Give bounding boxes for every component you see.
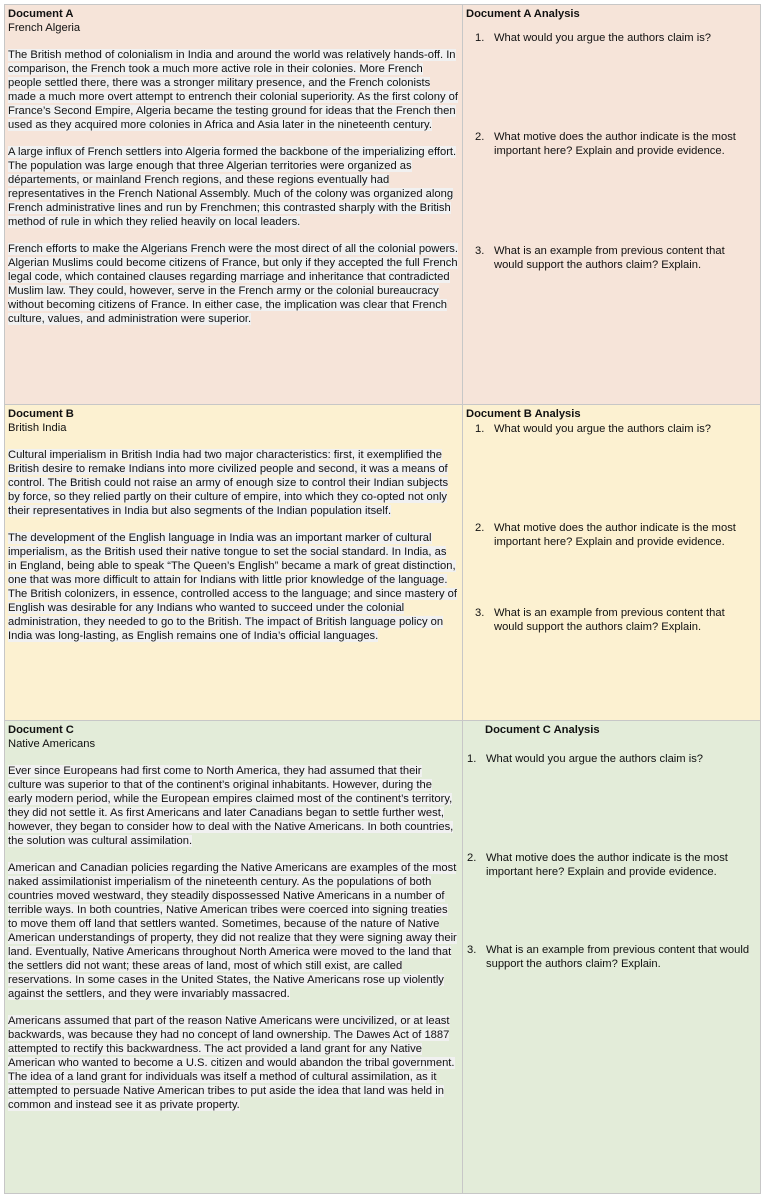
document-c-row [5,721,761,1194]
document-b-paragraph-2: The development of the English language in India was an important marker of cultural imperialism, as the British used their native tongue to set the social standard. In India, as in England, being able to speak “The Queen’s English” became a mark of great distinction, one that was more difficult to attain for Indians with little prior knowledge of the language. The British colonizers, in essence, controlled access to the language; and since mastery of English was desirable for any Indians who wanted to succeed under the colonial administration, they needed to go to the British. The impact of British language policy on India was long-lasting, as English remains one of India’s official languages. [8,532,457,642]
document-a-paragraph-1: The British method of colonialism in India and around the world was relatively hands-off. In comparison, the French took a much more active role in their colonies. More French people settled there, there was a stronger military presence, and the French colonists made a much more overt attempt to entrench their colonial superiority. As the first colony of France’s Second Empire, Algeria became the testing ground for ideas that the French then used as they acquired more colonies in Africa and Asia later in the nineteenth century. [8,49,458,131]
document-b-title: Document B [8,408,74,420]
document-b-row [5,405,761,721]
document-a-question-1: 1. What would you argue the authors claim is? [475,32,712,44]
document-a-title: Document A [8,8,74,20]
document-a-question-2: 2. What motive does the author indicate is the most important here? Explain and provide evidence. [475,131,736,157]
document-b-question-1: 1. What would you argue the authors claim is? [475,423,712,435]
document-c-paragraph-1: Ever since Europeans had first come to North America, they had assumed that their culture was superior to that of the continent’s original inhabitants. However, during the early modern period, while the European empires claimed most of the continent’s territory, they did not settle it. As first Americans and later Canadians began to settle further west, however, they began to consider how to deal with the Native Americans. In both countries, the solution was cultural assimilation. [8,765,454,847]
document-b-questions [466,422,756,634]
document-a-subtitle: French Algeria [8,22,81,34]
document-b-analysis-title: Document B Analysis [466,408,581,420]
document-a-text-cell [5,5,463,405]
document-a-row [5,5,761,405]
document-b-question-2: 2. What motive does the author indicate is the most important here? Explain and provide evidence. [475,522,736,548]
document-c-paragraph-3: Americans assumed that part of the reason Native Americans were uncivilized, or at least backwards, was because they had no concept of land ownership. The Dawes Act of 1887 attempted to rectify this backwardness. The act provided a land grant for any Native American who wanted to become a U.S. citizen and would abandon the tribal government. The idea of a land grant for individuals was itself a method of cultural assimilation, as it attempted to persuade Native American tribes to put aside the idea that land was held in common and instead see it as private property. [8,1015,455,1111]
document-a-paragraph-3: French efforts to make the Algerians French were the most direct of all the colonial powers. Algerian Muslims could become citizens of France, but only if they accepted the full French legal code, which contained clauses regarding marriage and inheritance that contradicted Muslim law. They could, however, serve in the French army or the colonial bureaucracy without becoming citizens of France. In either case, the implication was clear that French culture, values, and administration were superior. [8,243,458,325]
document-c-title: Document C [8,724,74,736]
document-b-paragraph-1: Cultural imperialism in British India had two major characteristics: first, it exemplified the British desire to remake Indians into more civilized people and second, it was a means of control. The British could not raise an army of enough size to control their Indian subjects by force, so they relied partly on their culture of empire, into which they co-opted not only their representatives in India but also segments of the Indian population itself. [8,449,449,517]
document-c-text-cell [5,721,463,1194]
document-c-paragraph-2: American and Canadian policies regarding the Native Americans are examples of the most naked assimilationist imperialism of the nineteenth century. As the populations of both countries moved westward, they steadily dispossessed Native Americans in a number of terrible ways. In both countries, Native American tribes were coerced into signing treaties to move them off land that settlers wanted. Sometimes, because of the nature of Native American understandings of property, they did not realize that they were signing away their land. Eventually, Native Americans throughout North America were moved to the land that the settlers did not want; these areas of land, most of which still exist, are called reservations. In some cases in the United States, the Native Americans rose up violently against the settlers, and they were invariably massacred. [8,862,457,1000]
document-analysis-table [4,4,761,1194]
document-a-questions [466,31,756,272]
document-c-question-1: 1. What would you argue the authors claim is? [467,753,704,765]
document-c-question-3: 3. What is an example from previous content that would support the authors claim? Explain. [467,944,750,970]
document-c-questions [466,752,756,971]
document-c-analysis-title: Document C Analysis [485,724,600,736]
document-a-analysis-cell [463,5,761,405]
document-a-question-3: 3. What is an example from previous content that would support the authors claim? Explain. [475,245,725,271]
document-b-analysis-cell [463,405,761,721]
document-c-question-2: 2. What motive does the author indicate is the most important here? Explain and provide evidence. [467,852,728,878]
document-c-subtitle: Native Americans [8,738,96,750]
document-a-analysis-title: Document A Analysis [466,8,580,20]
document-b-question-3: 3. What is an example from previous content that would support the authors claim? Explain. [475,607,725,633]
document-b-text-cell [5,405,463,721]
document-c-analysis-cell [463,721,761,1194]
document-a-paragraph-2: A large influx of French settlers into Algeria formed the backbone of the imperializing effort. The population was large enough that three Algerian territories were organized as départements, or mainland French regions, and these regions eventually had representatives in the French National Assembly. Much of the colony was organized along French administrative lines and run by Frenchmen; this contrasted sharply with the British method of rule in which they relied heavily on local leaders. [8,146,457,228]
document-b-subtitle: British India [8,422,67,434]
